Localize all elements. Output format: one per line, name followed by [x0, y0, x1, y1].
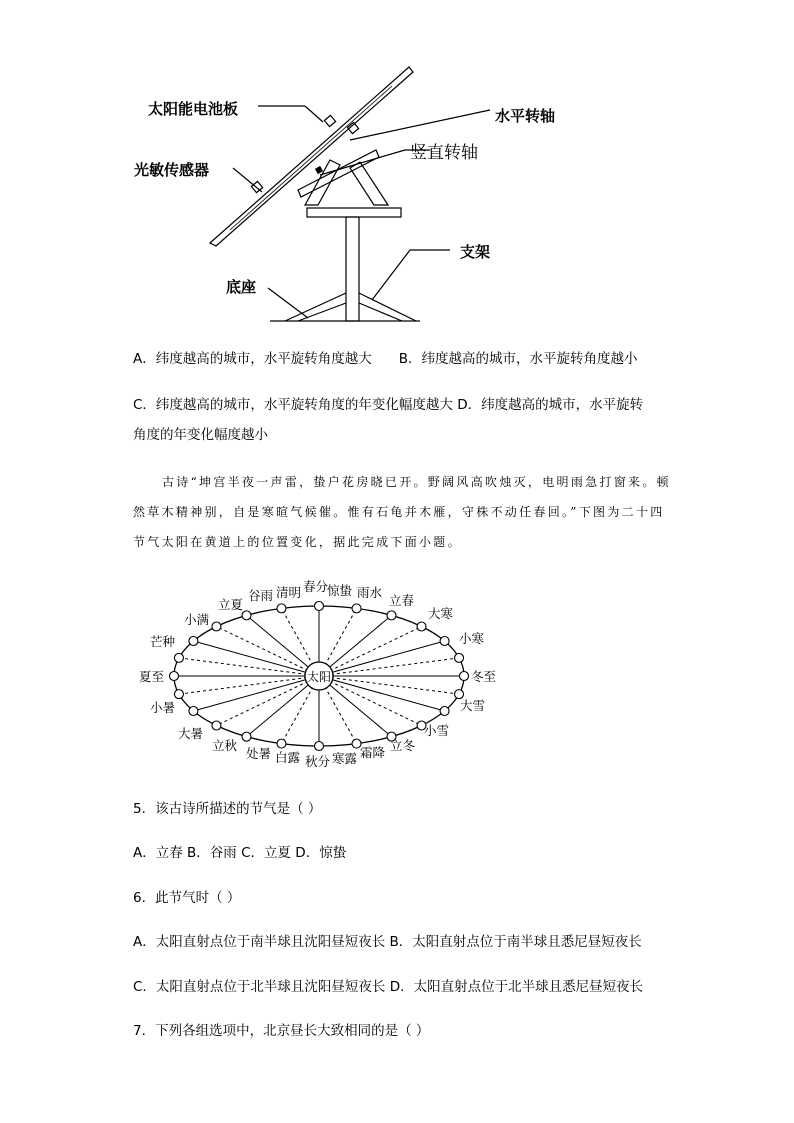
term-daxue: 大雪 — [460, 698, 486, 713]
term-shuangjiang: 霜降 — [360, 745, 386, 760]
label-horizontal-axis: 水平转轴 — [495, 107, 556, 125]
post-shape — [346, 217, 359, 321]
spoke-xiaoman — [193, 641, 319, 676]
sensor-dot — [315, 166, 323, 174]
node-xiaoxue — [440, 707, 449, 716]
q4-options-ab: A．纬度越高的城市，水平旋转角度越大 B．纬度越高的城市，水平旋转角度越小 — [133, 351, 638, 367]
node-bailu — [277, 739, 286, 748]
node-xiaohan — [455, 653, 464, 662]
term-hanlu: 寒露 — [332, 751, 358, 766]
label-solar-panel: 太阳能电池板 — [148, 100, 239, 118]
q6-options-cd: C．太阳直射点位于北半球且沈阳昼短夜长 D．太阳直射点位于北半球且悉尼昼短夜长 — [133, 979, 644, 995]
q4-options-cd-line1: C．纬度越高的城市，水平旋转角度的年变化幅度越大 D．纬度越高的城市，水平旋转 — [133, 397, 644, 413]
q4-options-cd-line2: 角度的年变化幅度越小 — [133, 427, 268, 443]
spoke-mangzhong — [179, 658, 319, 676]
spoke-xiaohan — [319, 658, 459, 676]
q5-stem: 5．该古诗所描述的节气是（ ） — [133, 801, 322, 817]
term-dongzhi: 冬至 — [471, 669, 497, 684]
spoke-dahan — [319, 641, 445, 676]
node-liqiu — [212, 721, 221, 730]
node-lichun — [417, 622, 426, 631]
q6-stem: 6．此节气时（ ） — [133, 890, 241, 906]
term-xiaohan: 小寒 — [459, 631, 485, 646]
term-xiaoman: 小满 — [184, 612, 210, 627]
q7-stem: 7．下列各组选项中，北京昼长大致相同的是（ ） — [133, 1023, 430, 1039]
solar-tracker-figure — [120, 58, 590, 333]
term-xiazhi: 夏至 — [139, 669, 165, 684]
node-xiaoshu — [174, 690, 183, 699]
term-qiufen: 秋分 — [305, 754, 331, 769]
node-chunfen — [315, 602, 324, 611]
crossbar-shape — [307, 208, 401, 217]
node-xiaoman — [189, 637, 198, 646]
node-guyu — [242, 611, 251, 620]
q6-options-ab: A．太阳直射点位于南半球且沈阳昼短夜长 B．太阳直射点位于南半球且悉尼昼短夜长 — [133, 934, 642, 950]
term-chunfen: 春分 — [303, 579, 329, 594]
node-qiufen — [315, 742, 324, 751]
node-dashu — [189, 707, 198, 716]
term-xiaoxue: 小雪 — [424, 723, 450, 738]
spoke-xiaoshu — [179, 676, 319, 694]
solar-terms-figure — [130, 575, 500, 770]
term-yushui: 雨水 — [357, 585, 383, 600]
spoke-daxue — [319, 676, 459, 694]
term-lixia: 立夏 — [218, 597, 244, 612]
term-qingming: 清明 — [276, 585, 302, 600]
term-mangzhong: 芒种 — [150, 634, 176, 649]
term-chushu: 处暑 — [246, 746, 272, 761]
node-chushu — [242, 732, 251, 741]
term-xiaoshu: 小暑 — [150, 700, 176, 715]
term-lidong: 立冬 — [390, 738, 416, 753]
node-dahan — [440, 637, 449, 646]
sun-label: 太阳 — [306, 670, 332, 684]
node-mangzhong — [174, 653, 183, 662]
term-jingzhe: 惊蛰 — [327, 583, 353, 598]
spoke-dashu — [193, 676, 319, 711]
label-base: 底座 — [226, 278, 257, 296]
term-liqiu: 立秋 — [212, 738, 238, 753]
label-vertical-axis: 竖直转轴 — [410, 143, 478, 163]
poem-line-1: 古诗“坤宫半夜一声雷，蛰户花房晓已开。野阔风高吹烛灭，电明雨急打窗来。顿 — [162, 475, 671, 489]
spoke-xiaoxue — [319, 676, 445, 711]
term-bailu: 白露 — [275, 750, 301, 765]
q5-options: A．立春 B．谷雨 C．立夏 D．惊蛰 — [133, 845, 347, 861]
term-lichun: 立春 — [389, 593, 415, 608]
poem-line-3: 节气太阳在黄道上的位置变化，据此完成下面小题。 — [133, 535, 462, 549]
poem-line-2: 然草木精神别，自是寒暄气候催。惟有石龟并木雁，守株不动任春回。”下图为二十四 — [133, 505, 665, 519]
term-guyu: 谷雨 — [248, 588, 274, 603]
label-support: 支架 — [460, 243, 491, 261]
node-yushui — [387, 611, 396, 620]
node-dongzhi — [460, 672, 469, 681]
label-light-sensor: 光敏传感器 — [134, 161, 210, 179]
term-dashu: 大暑 — [178, 726, 204, 741]
term-dahan: 大寒 — [428, 606, 454, 621]
node-lixia — [212, 622, 221, 631]
node-qingming — [277, 604, 286, 613]
node-xiazhi — [170, 672, 179, 681]
node-jingzhe — [352, 604, 361, 613]
